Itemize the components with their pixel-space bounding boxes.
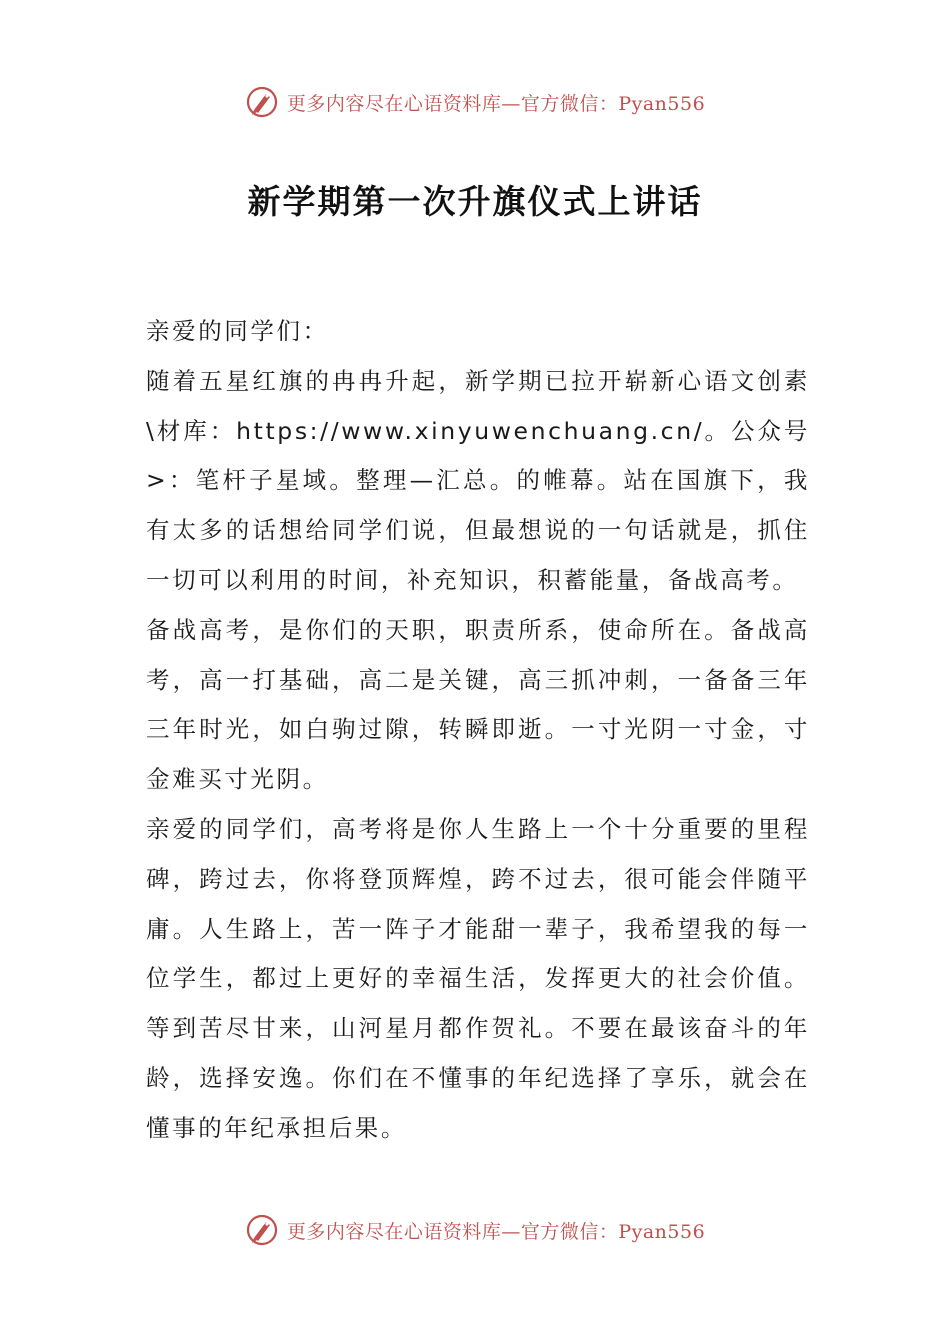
- watermark-text: 更多内容尽在心语资料库—官方微信：Pyan556: [286, 92, 706, 115]
- paragraph-greeting: 亲爱的同学们：: [146, 317, 329, 345]
- pen-nib-logo-icon: [245, 1213, 279, 1247]
- document-body: [146, 307, 810, 1154]
- watermark-text: 更多内容尽在心语资料库—官方微信：Pyan556: [286, 1220, 706, 1243]
- pen-nib-logo-icon: [245, 85, 279, 119]
- paragraph: 随着五星红旗的冉冉升起，新学期已拉开崭新心语文创素\材库：https://www.xinyuwenchuang.cn/。公众号>：笔杆子星域。整理—汇总。的帷幕。站在国旗下，我有太多的话想给同学们说，但最想说的一句话就是，抓住一切可以利用的时间，补充知识，积蓄能量，备战高考。: [146, 366, 810, 594]
- paragraph: 亲爱的同学们，高考将是你人生路上一个十分重要的里程碑，跨过去，你将登顶辉煌，跨不过去，很可能会伴随平庸。人生路上，苦一阵子才能甜一辈子，我希望我的每一位学生，都过上更好的幸福生活，发挥更大的社会价值。等到苦尽甘来，山河星月都作贺礼。不要在最该奋斗的年龄，选择安逸。你们在不懂事的年纪选择了享乐，就会在懂事的年纪承担后果。: [146, 814, 810, 1142]
- document-title: 新学期第一次升旗仪式上讲话: [247, 182, 703, 221]
- paragraph: 备战高考，是你们的天职，职责所系，使命所在。备战高考，高一打基础，高二是关键，高三抓冲刺，一备备三年三年时光，如白驹过隙，转瞬即逝。一寸光阴一寸金，寸金难买寸光阴。: [146, 615, 810, 794]
- footer-watermark-banner: [0, 1210, 950, 1250]
- header-watermark-banner: [0, 82, 950, 122]
